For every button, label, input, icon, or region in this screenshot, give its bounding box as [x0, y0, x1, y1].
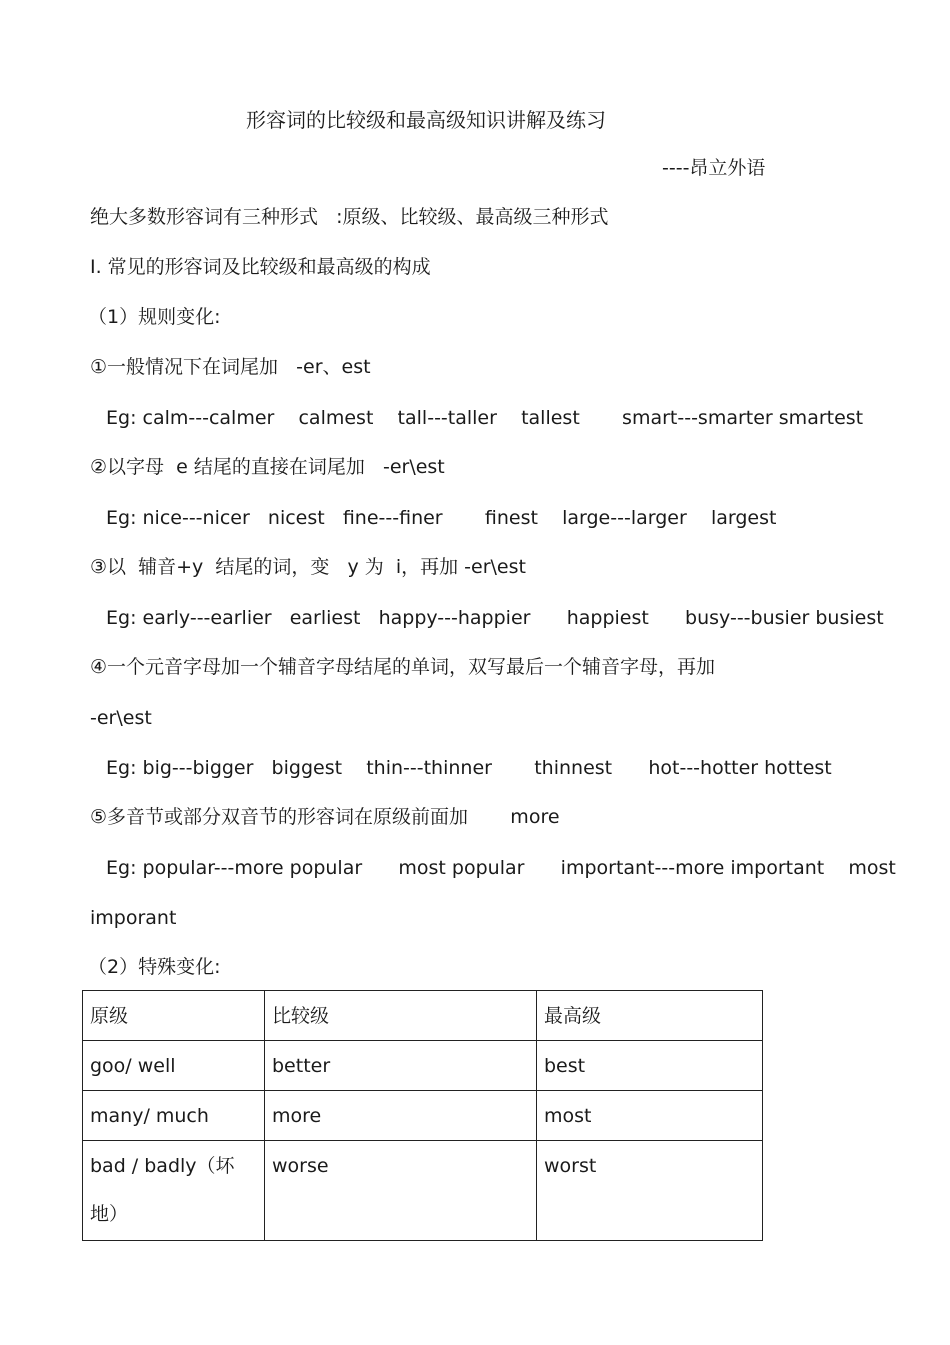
cell-positive: many/ much: [83, 1091, 265, 1141]
table-row: [83, 1041, 763, 1091]
cell-positive: [83, 1141, 265, 1241]
example-2: Eg: nice---nicer nicest fine---finer finest large---larger largest: [106, 507, 777, 529]
cell-comparative: better: [265, 1041, 537, 1091]
cell-superlative: best: [537, 1041, 763, 1091]
cell-comparative: worse: [265, 1141, 537, 1241]
cell-positive-text: bad / badly（坏地）: [90, 1155, 235, 1225]
rule-1: ①一般情况下在词尾加 -er、est: [90, 356, 371, 378]
rule-5: ⑤多音节或部分双音节的形容词在原级前面加 more: [90, 806, 560, 828]
subsection-irregular: （2）特殊变化:: [88, 956, 221, 978]
table-header-row: [83, 991, 763, 1041]
header-comparative: 比较级: [265, 991, 537, 1041]
subsection-regular: （1）规则变化:: [88, 306, 221, 328]
intro-text: 绝大多数形容词有三种形式 :原级、比较级、最高级三种形式: [90, 206, 609, 228]
example-5: Eg: popular---more popular most popular important---more important most: [106, 857, 896, 879]
cell-comparative: more: [265, 1091, 537, 1141]
rule-2: ②以字母 e 结尾的直接在词尾加 -er\est: [90, 456, 445, 478]
table-row: [83, 1091, 763, 1141]
rule-4-continued: -er\est: [90, 707, 152, 729]
cell-superlative: most: [537, 1091, 763, 1141]
example-1: Eg: calm---calmer calmest tall---taller tallest smart---smarter smartest: [106, 407, 864, 429]
section-heading: Ⅰ. 常见的形容词及比较级和最高级的构成: [90, 256, 431, 278]
example-4: Eg: big---bigger biggest thin---thinner thinnest hot---hotter hottest: [106, 757, 832, 779]
header-positive: 原级: [83, 991, 265, 1041]
irregular-forms-table: [82, 990, 763, 1241]
header-superlative: 最高级: [537, 991, 763, 1041]
rule-4: ④一个元音字母加一个辅音字母结尾的单词，双写最后一个辅音字母，再加: [90, 656, 716, 678]
cell-superlative: worst: [537, 1141, 763, 1241]
cell-positive: goo/ well: [83, 1041, 265, 1091]
rule-3: ③以 辅音+y 结尾的词，变 y 为 i，再加 -er\est: [90, 556, 526, 578]
example-5-continued: imporant: [90, 907, 177, 929]
example-3: Eg: early---earlier earliest happy---happier happiest busy---busier busiest: [106, 607, 884, 629]
author-line: ----昂立外语: [662, 157, 766, 179]
table-row: [83, 1141, 763, 1241]
page-title: 形容词的比较级和最高级知识讲解及练习: [246, 108, 606, 132]
